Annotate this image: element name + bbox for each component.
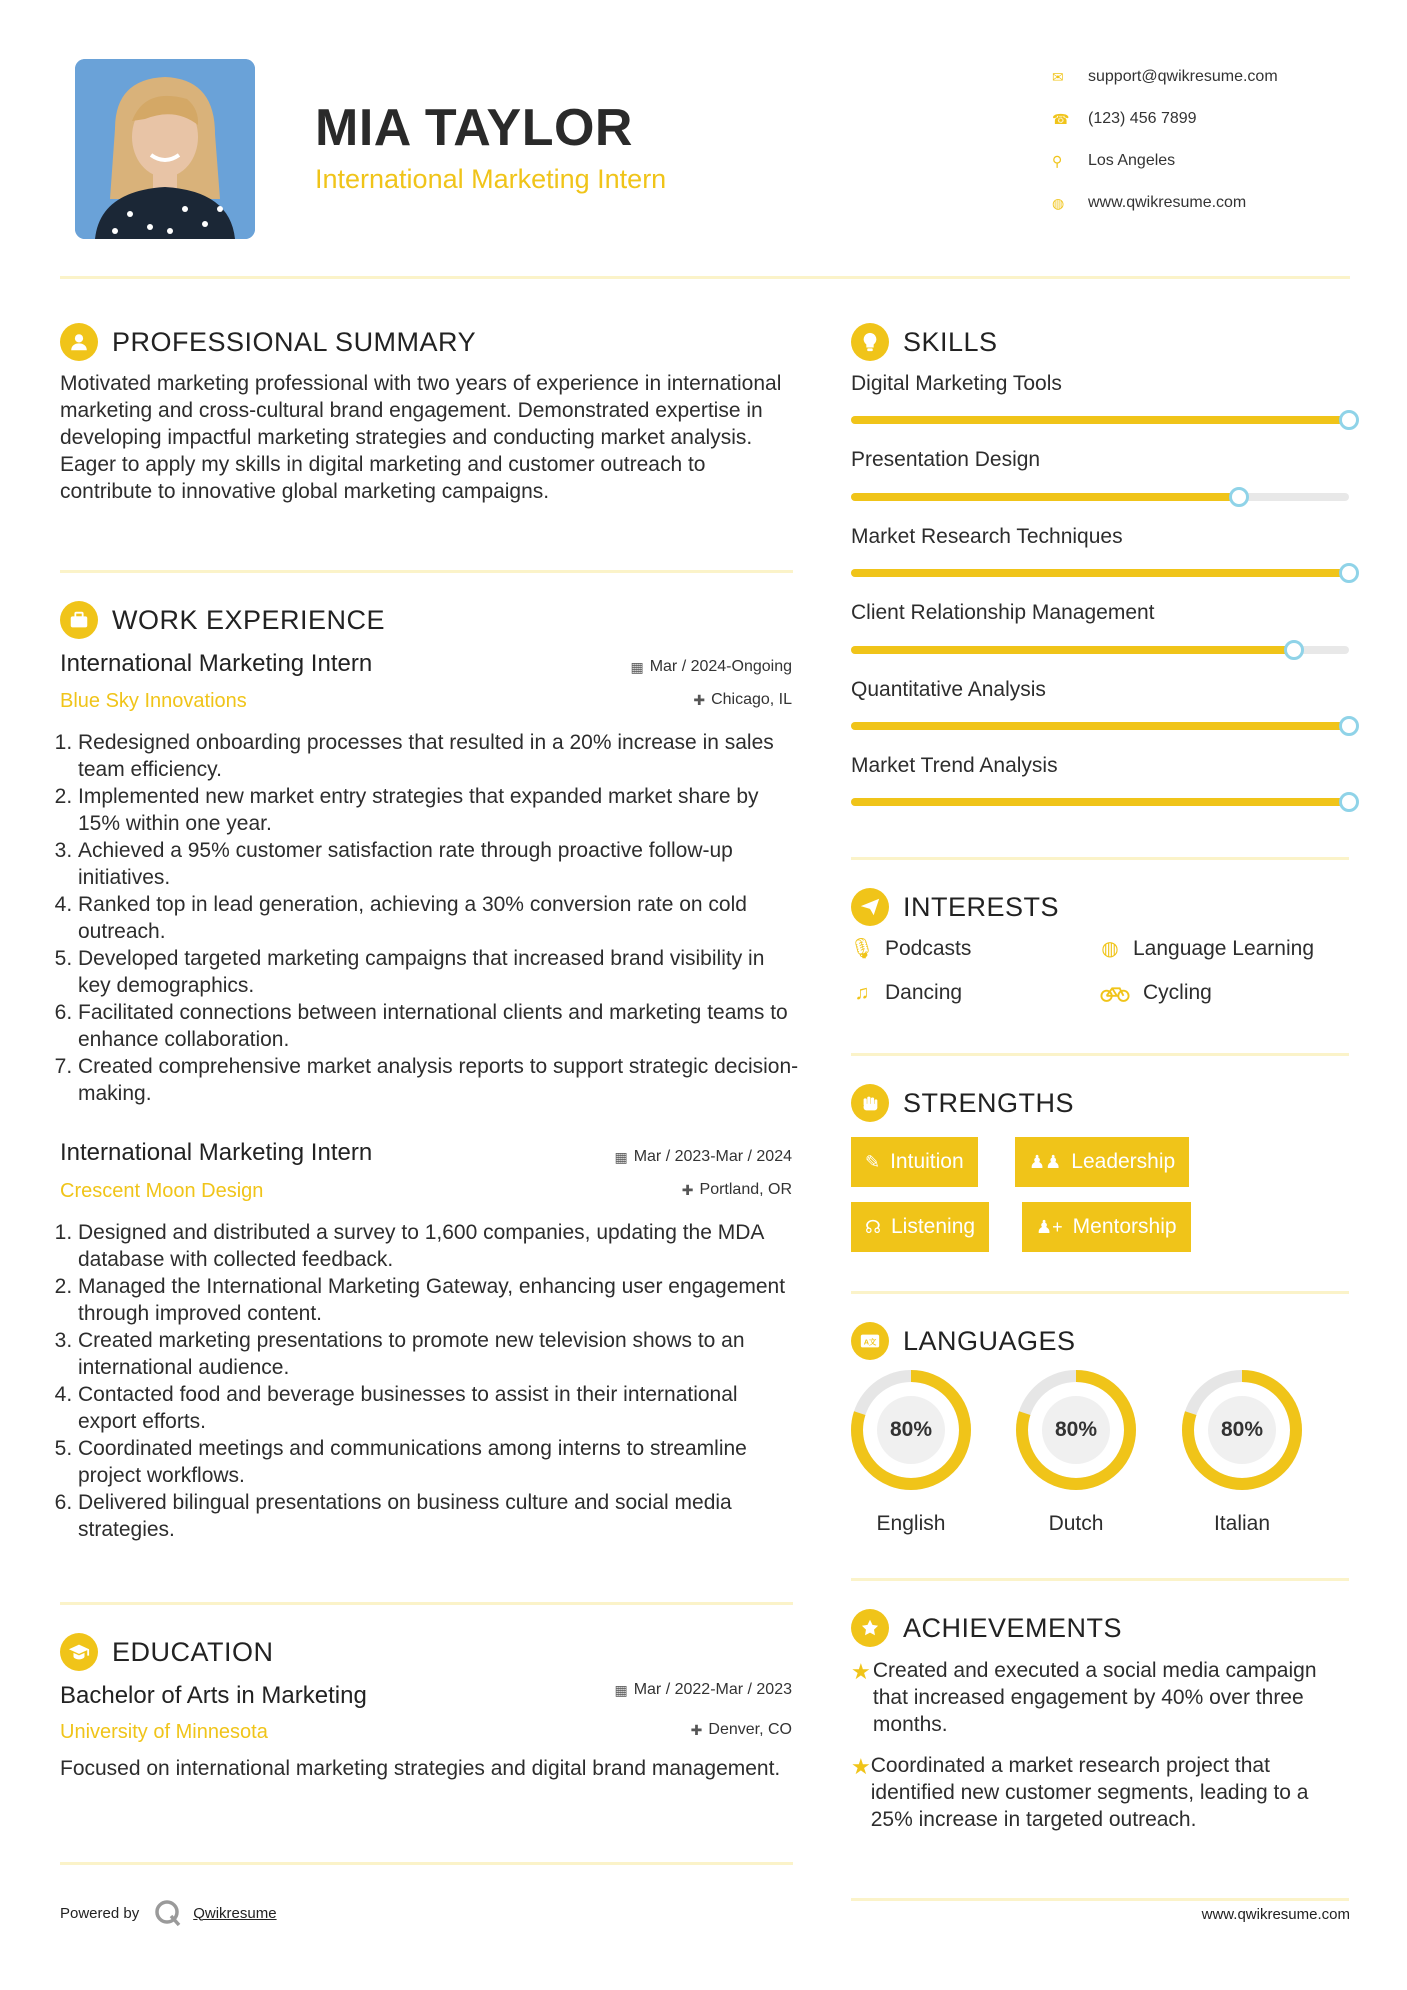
skill-name: Quantitative Analysis [851,678,1046,701]
skill-bar [851,416,1349,424]
graduation-icon [60,1633,98,1671]
work-heading: WORK EXPERIENCE [60,601,385,639]
education-divider [60,1862,793,1865]
skills-divider [851,857,1349,860]
calendar-icon: ▦ [630,658,644,675]
fist-icon [851,1084,889,1122]
star-icon: ★ [851,1659,871,1684]
job-company: Blue Sky Innovations [60,690,247,712]
skill-bar-knob [1229,487,1249,507]
summary-heading: PROFESSIONAL SUMMARY [60,323,476,361]
job-bullets [60,1219,800,1543]
skill-bar [851,646,1349,654]
language-percent: 80% [889,1418,933,1441]
job-dates: ▦ Mar / 2023-Mar / 2024 [614,1148,792,1165]
star-icon: ★ [851,1754,871,1779]
summary-text: Motivated marketing professional with two years of experience in international marketing and cross-cultural brand engagement. Demonstrated expertise in developing impactful marketing strategies and conducting market analysis. Eager to apply my skills in digital marketing and customer outreach to contribute to innovative global marketing campaigns. [60,372,782,503]
summary-divider [60,570,793,573]
language-item [1180,1368,1304,1536]
interests-divider [851,1053,1349,1056]
job-location: ✚ Portland, OR [681,1181,792,1198]
skill-bar-knob [1339,410,1359,430]
degree-title: Bachelor of Arts in Marketing [60,1682,367,1709]
globe-icon: ◍ [1101,938,1119,960]
skill-bar-fill [851,416,1349,424]
job-bullets [60,729,800,1107]
strength-chip: ♟+ Mentorship [1022,1202,1191,1252]
header-divider [60,276,1350,279]
calendar-icon: ▦ [614,1681,628,1698]
skill-name: Market Trend Analysis [851,754,1058,777]
skill-name: Client Relationship Management [851,601,1155,624]
skill-bar [851,493,1349,501]
footer-powered-by: Powered by Qwikresume [60,1898,277,1928]
headphones-icon: ☊ [865,1216,881,1237]
achievement-item: ★ Created and executed a social media campaign that increased engagement by 40% over three months. [851,1659,1317,1736]
list-item: 7. Created comprehensive market analysis reports to support strategic decision-making. [78,1053,800,1107]
language-icon [851,1322,889,1360]
list-item: 6. Facilitated connections between international clients and marketing teams to enhance collaboration. [78,999,800,1053]
skill-bar-knob [1284,640,1304,660]
job-dates: ▦ Mar / 2024-Ongoing [630,658,792,675]
location-icon: ⚲ [1052,152,1063,169]
language-name: Italian [1213,1512,1271,1535]
achievements-heading: ACHIEVEMENTS [851,1609,1122,1647]
interest-item: 🎙︎ Podcasts [849,936,972,960]
contact-location: ⚲ Los Angeles [1052,152,1176,169]
education-text: Focused on international marketing strategies and digital brand management. [60,1757,781,1780]
magic-wand-icon: ✎ [865,1151,881,1172]
language-percent: 80% [1220,1418,1264,1441]
strength-chip: ♟♟ Leadership [1015,1137,1189,1187]
qwikresume-logo-icon [153,1898,183,1928]
footer-url[interactable]: www.qwikresume.com [1201,1906,1350,1923]
list-item: 3. Achieved a 95% customer satisfaction rate through proactive follow-up initiatives. [78,837,800,891]
lightbulb-icon [851,323,889,361]
candidate-title: International Marketing Intern [315,164,667,194]
pin-icon: ✚ [690,1721,703,1738]
job-company: Crescent Moon Design [60,1180,264,1202]
skill-bar-knob [1339,563,1359,583]
skill-bar-knob [1339,792,1359,812]
svg-text:A文: A文 [863,1337,877,1347]
skill-name: Presentation Design [851,448,1041,471]
languages-divider [851,1578,1349,1581]
contact-website[interactable]: ◍ www.qwikresume.com [1052,194,1247,211]
language-percent: 80% [1054,1418,1098,1441]
education-heading: EDUCATION [60,1633,274,1671]
language-item [1014,1368,1138,1536]
language-name: English [876,1512,946,1535]
skill-bar-knob [1339,716,1359,736]
language-item [849,1368,973,1536]
bicycle-icon [1099,983,1131,1003]
job-title: International Marketing Intern [60,1139,373,1166]
list-item: 6. Delivered bilingual presentations on business culture and social media strategies. [78,1489,800,1543]
users-icon: ♟♟ [1029,1151,1062,1172]
education-dates: ▦ Mar / 2022-Mar / 2023 [614,1681,792,1698]
skills-heading: SKILLS [851,323,998,361]
achievements-divider [851,1898,1349,1901]
skill-bar-fill [851,646,1294,654]
email-icon: ✉ [1052,68,1064,85]
language-name: Dutch [1048,1512,1104,1535]
contact-phone[interactable]: ☎ (123) 456 7899 [1052,110,1197,127]
achievement-item: ★ Coordinated a market research project that identified new customer segments, leading to a 25% increase in targeted outreach. [851,1754,1309,1831]
skill-name: Digital Marketing Tools [851,372,1062,395]
calendar-icon: ▦ [614,1148,628,1165]
qwikresume-link[interactable]: Qwikresume [193,1904,277,1922]
skill-bar-fill [851,798,1349,806]
strengths-heading: STRENGTHS [851,1084,1074,1122]
list-item: 1. Redesigned onboarding processes that resulted in a 20% increase in sales team efficiency. [78,729,800,783]
phone-icon: ☎ [1052,110,1070,127]
strength-chip: ✎ Intuition [851,1137,978,1187]
strength-chip: ☊ Listening [851,1202,989,1252]
job-title: International Marketing Intern [60,650,373,677]
star-badge-icon [851,1609,889,1647]
interest-item: ♫ Dancing [851,981,962,1005]
paper-plane-icon [851,888,889,926]
profile-photo [75,59,255,239]
list-item: 4. Ranked top in lead generation, achieving a 30% conversion rate on cold outreach. [78,891,800,945]
list-item: 5. Developed targeted marketing campaigns that increased brand visibility in key demographics. [78,945,800,999]
strengths-divider [851,1291,1349,1294]
user-icon [60,323,98,361]
briefcase-icon [60,601,98,639]
pin-icon: ✚ [693,691,706,708]
interests-heading: INTERESTS [851,888,1059,926]
list-item: 2. Managed the International Marketing Gateway, enhancing user engagement through improved content. [78,1273,800,1327]
interest-item: Cycling [1099,981,1212,1005]
pin-icon: ✚ [681,1181,694,1198]
skill-bar [851,798,1349,806]
skill-bar-fill [851,722,1349,730]
skill-bar-fill [851,493,1239,501]
list-item: 1. Designed and distributed a survey to 1,600 companies, updating the MDA database with collected feedback. [78,1219,800,1273]
list-item: 3. Created marketing presentations to promote new television shows to an international audience. [78,1327,800,1381]
interest-item: ◍ Language Learning [1099,936,1314,961]
music-note-icon: ♫ [854,981,870,1004]
globe-icon: ◍ [1052,194,1065,211]
skill-name: Market Research Techniques [851,525,1123,548]
skill-bar-fill [851,569,1349,577]
list-item: 5. Coordinated meetings and communications among interns to streamline project workflows. [78,1435,800,1489]
contact-email[interactable]: ✉ support@qwikresume.com [1052,68,1278,85]
list-item: 4. Contacted food and beverage businesses to assist in their international export efforts. [78,1381,800,1435]
skill-bar [851,569,1349,577]
school-name: University of Minnesota [60,1721,268,1743]
candidate-name: MIA TAYLOR [315,99,633,157]
contact-list [1052,56,1382,224]
skill-bar [851,722,1349,730]
work-divider [60,1602,793,1605]
education-location: ✚ Denver, CO [690,1721,792,1738]
microphone-icon: 🎙︎ [849,938,875,960]
job-location: ✚ Chicago, IL [693,691,792,708]
list-item: 2. Implemented new market entry strategies that expanded market share by 15% within one year. [78,783,800,837]
user-plus-icon: ♟+ [1036,1216,1063,1237]
languages-heading: A文 LANGUAGES [851,1322,1076,1360]
